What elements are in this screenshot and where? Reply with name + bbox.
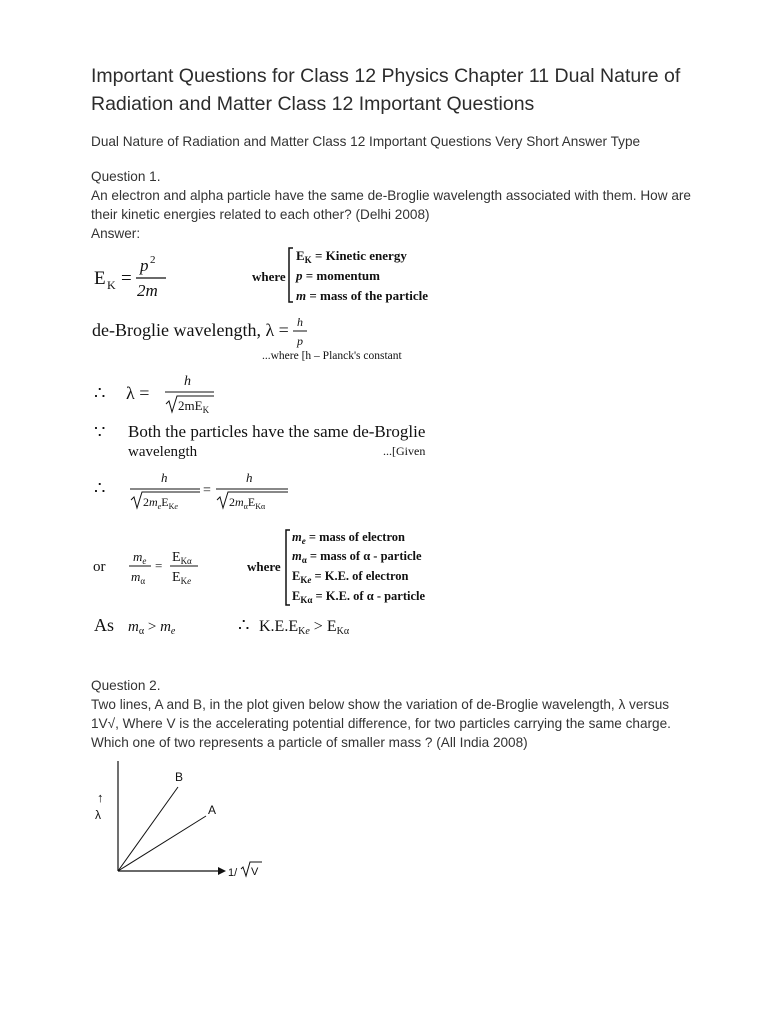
bracket-2 [286,530,290,605]
because-symbol: ∵ [94,422,106,442]
bracket-1 [289,248,293,302]
dbw-num: h [297,315,303,329]
answer-label: Answer: [91,226,141,241]
def-m: m = mass of the particle [296,288,428,303]
eq-den-right: $2m_\alpha E_{K\alpha}$ [229,495,266,511]
both-line-1: Both the particles have the same de-Broglie [128,422,426,441]
equals-sign: = [203,483,211,498]
x-axis-label-root: V [251,866,259,878]
line-b-label: B [175,770,184,784]
def-ek: $E_K$ = Kinetic energy [296,248,407,265]
lambda-den: $2mE_K$ [178,398,210,415]
question-1-heading: Question 1. [91,169,161,184]
therefore-symbol-3: ∴ [238,615,250,635]
def-me: $m_e$ = mass of electron [292,530,405,546]
ek-num-sup: 2 [150,254,156,266]
as-label: As [94,615,115,635]
planck-note: ...where [h – Planck's constant [262,350,402,362]
section-subtitle: Dual Nature of Radiation and Matter Class 12 Important Questions Very Short Answer Type [91,134,641,149]
where-label-2: where [247,559,281,574]
ratio-eke: $E_{Ke}$ [172,570,192,586]
dbw-den: p [297,334,303,348]
question-2 [91,676,691,752]
dbw-label: de-Broglie wavelength, λ = [92,320,289,340]
given-note: ...[Given [383,444,426,458]
therefore-symbol-2: ∴ [94,478,106,498]
y-axis-arrow-icon: ↑ [97,790,104,805]
def-eke: $E_{Ke} = K.E$. of electron [292,569,409,585]
ek-lhs: E [94,268,106,289]
therefore-symbol-1: ∴ [94,383,106,403]
ratio-me: $m_e$ [133,549,147,566]
y-axis-label: λ [95,808,101,822]
ratio-ma: $m_\alpha$ [131,569,146,586]
or-label: or [93,559,106,575]
page-title: Important Questions for Class 12 Physics Chapter 11 Dual Nature of Radiation and Matter Class 12 Important Questions [91,65,681,115]
x-axis-label: 1/ [228,867,238,879]
both-line-2: wavelength [128,444,198,460]
ek-num: p [140,256,149,275]
lambda-eq: λ = [126,383,150,403]
ek-sub: K [107,278,116,292]
where-label-1: where [252,269,286,284]
equals-sign: = [121,268,132,289]
conclusion-energy: K.E.EKe > EKα [259,618,350,637]
equals-sign: = [155,558,163,573]
ratio-eka: $E_{K\alpha}$ [172,550,192,566]
eq-h-right: h [246,470,253,485]
conclusion-mass: $m_\alpha > m_e$ [128,619,176,637]
lambda-num: h [184,374,191,389]
eq-h-left: h [161,470,168,485]
def-p: p = momentum [296,268,380,283]
def-ma: $m_\alpha$ = mass of α - particle [292,549,422,565]
question-2-heading: Question 2. [91,678,161,693]
eq-den-left: $2m_eE_{Ke}$ [143,495,178,511]
def-eka: $E_{K\alpha} = K.E$. of α - particle [292,589,426,605]
question-1-text: An electron and alpha particle have the same de-Broglie wavelength associated with them. How are their kinetic energies related to each other? (Delhi 2008) [91,188,691,222]
ek-den: 2m [137,281,158,300]
line-a-label: A [208,803,217,817]
question-2-text: Two lines, A and B, in the plot given below show the variation of de-Broglie wavelength, λ versus 1V√, Where V is the accelerating potential difference, for two particles carrying the same charge. Which one of two represents a particle of smaller mass ? (All India 2008) [91,697,671,750]
